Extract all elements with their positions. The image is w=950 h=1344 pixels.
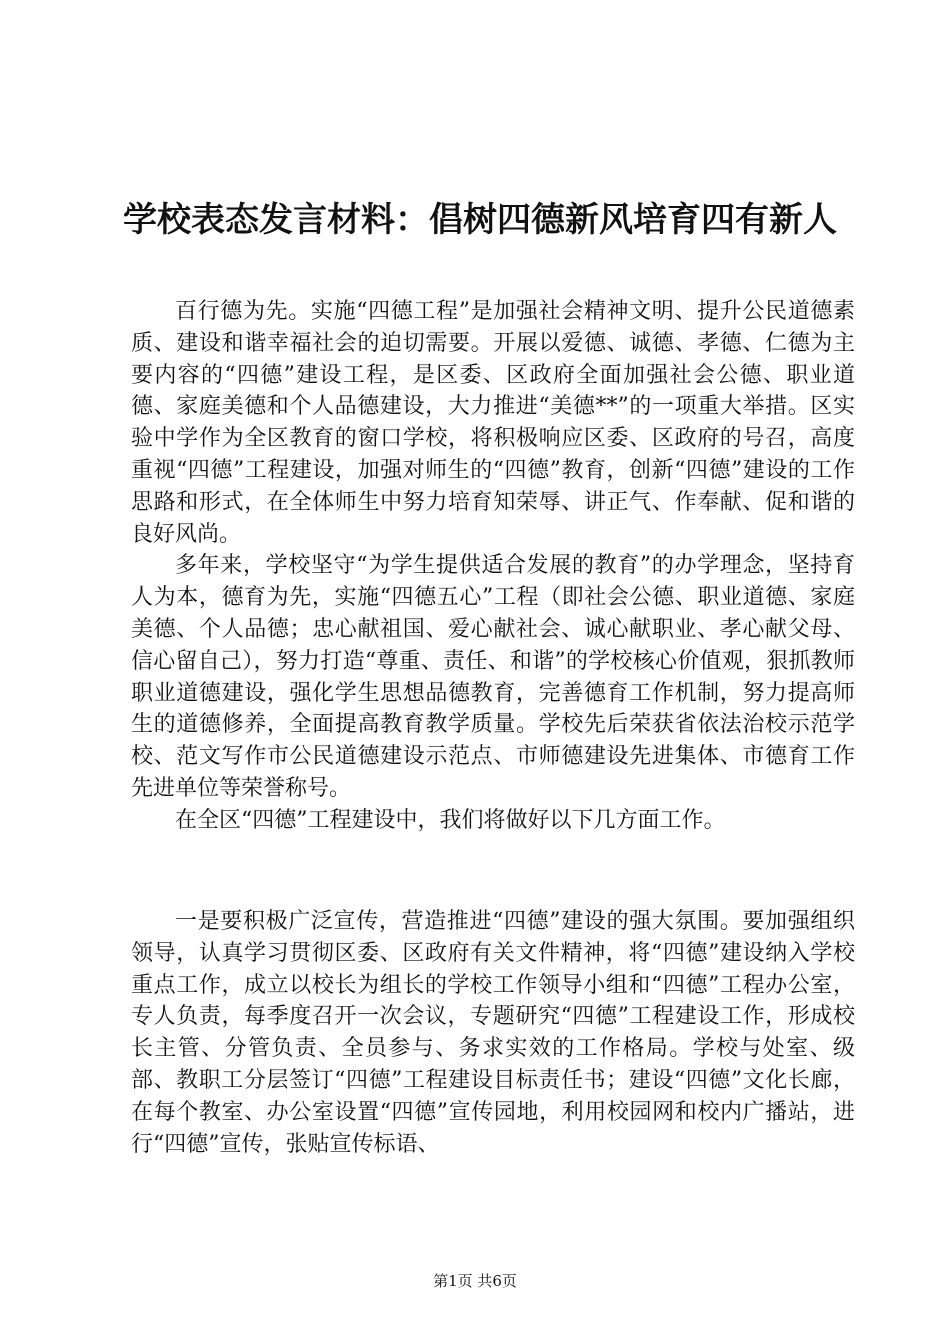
paragraph-point-one: 一是要积极广泛宣传，营造推进“四德”建设的强大氛围。要加强组织领导，认真学习贯彻区委、区政府有关文件精神，将“四德”建设纳入学校重点工作，成立以校长为组长的学校工作领导小组和“四德”工程办公室，专人负责，每季度召开一次会议，专题研究“四德”工程建设工作，形成校长主管、分管负责、全员参与、务求实效的工作格局。学校与处室、级部、教职工分层签订“四德”工程建设目标责任书；建设“四德”文化长廊，在每个教室、办公室设置“四德”宣传园地，利用校园网和校内广播站，进行“四德”宣传，张贴宣传标语、 (131, 909, 855, 1157)
document-title: 学校表态发言材料：倡树四德新风培育四有新人 (123, 199, 837, 240)
paragraph-work-plan-intro: 在全区“四德”工程建设中，我们将做好以下几方面工作。 (175, 807, 726, 833)
page-number-footer: 第1页 共6页 (433, 1272, 517, 1290)
paragraph-school-background: 多年来，学校坚守“为学生提供适合发展的教育”的办学理念，坚持育人为本，德育为先，实施“四德五心”工程（即社会公德、职业道德、家庭美德、个人品德；忠心献祖国、爱心献社会、诚心献职业、孝心献父母、信心留自己），努力打造“尊重、责任、和谐”的学校核心价值观，狠抓教师职业道德建设，强化学生思想品德教育，完善德育工作机制，努力提高师生的道德修养，全面提高教育教学质量。学校先后荣获省依法治校示范学校、范文写作市公民道德建设示范点、市师德建设先进集体、市德育工作先进单位等荣誉称号。 (131, 553, 855, 801)
paragraph-intro: 百行德为先。实施“四德工程”是加强社会精神文明、提升公民道德素质、建设和谐幸福社会的迫切需要。开展以爱德、诚德、孝德、仁德为主要内容的“四德”建设工程，是区委、区政府全面加强社会公德、职业道德、家庭美德和个人品德建设，大力推进“美德**”的一项重大举措。区实验中学作为全区教育的窗口学校，将积极响应区委、区政府的号召，高度重视“四德”工程建设，加强对师生的“四德”教育，创新“四德”建设的工作思路和形式，在全体师生中努力培育知荣辱、讲正气、作奉献、促和谐的良好风尚。 (131, 299, 855, 547)
body-text-block (131, 296, 855, 837)
body-text-block-continued (131, 906, 855, 1160)
